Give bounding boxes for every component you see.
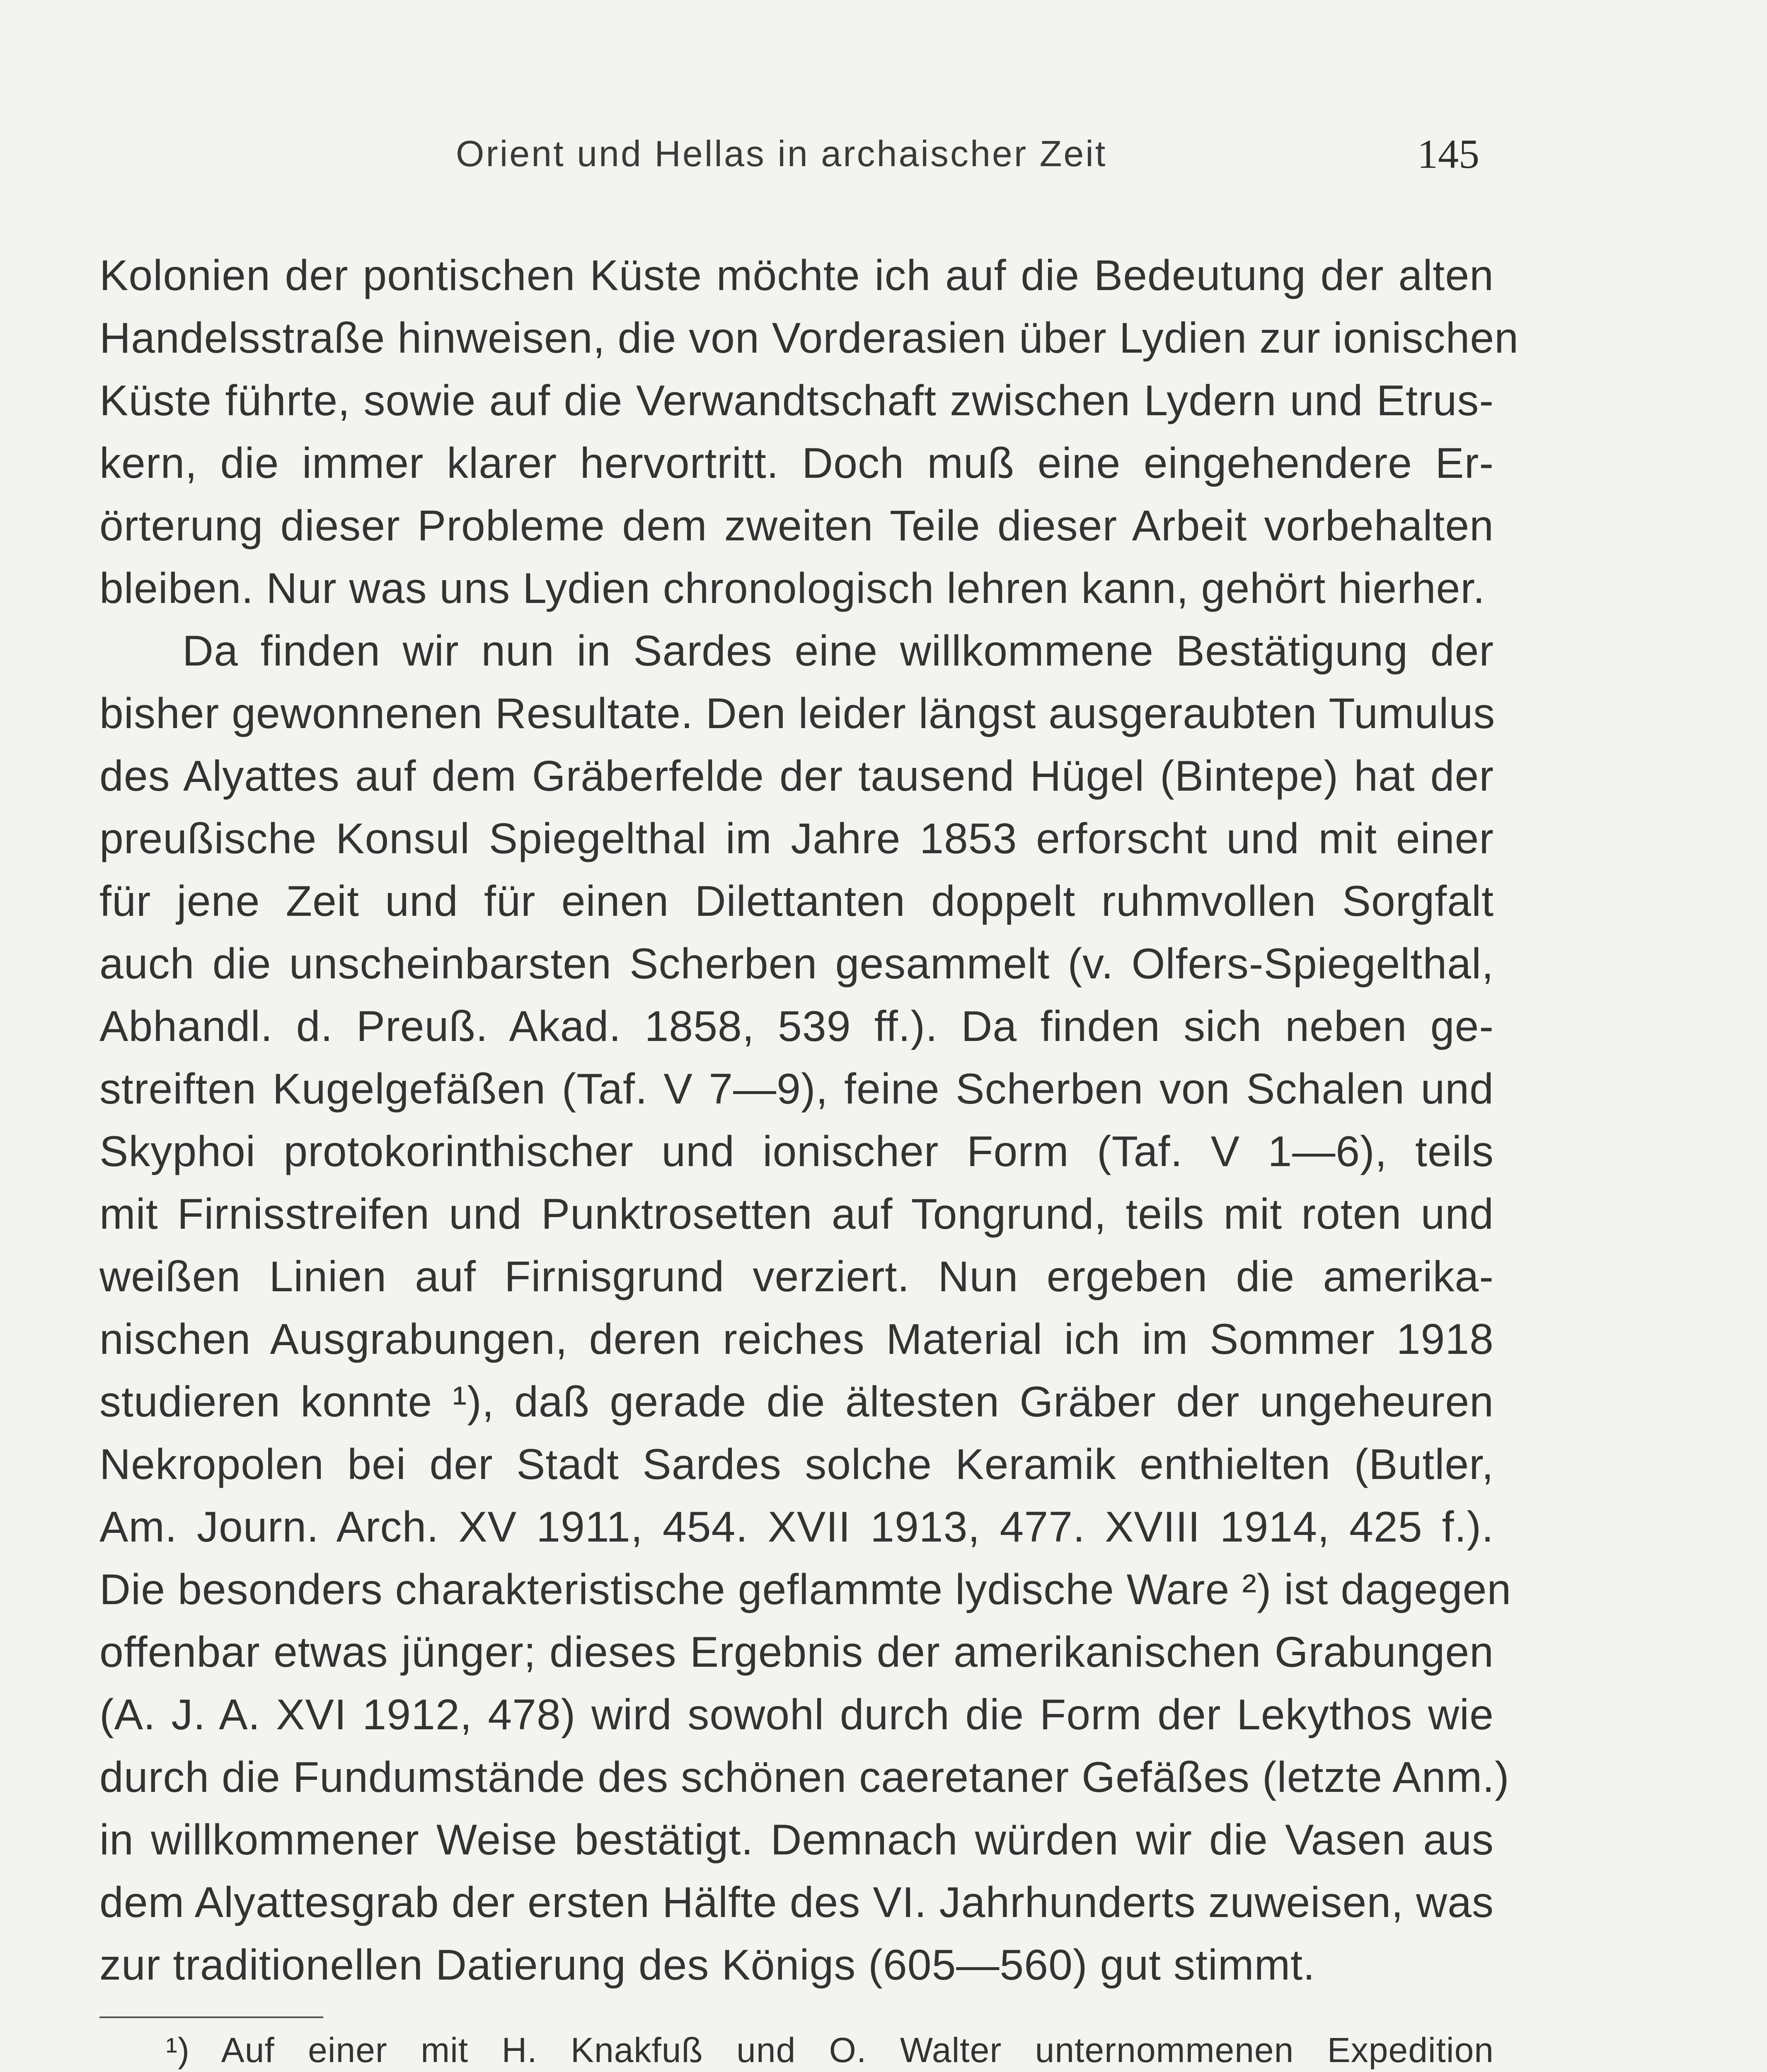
footnote-line: ¹) Auf einer mit H. Knakfuß und O. Walter unternommenen Expedition — [166, 2031, 1494, 2070]
text-line: Am. Journ. Arch. XV 1911, 454. XVII 1913, 477. XVIII 1914, 425 f.). — [99, 1503, 1494, 1551]
text-line: Da finden wir nun in Sardes eine willkommene Bestätigung der — [182, 627, 1494, 675]
text-line: Abhandl. d. Preuß. Akad. 1858, 539 ff.). Da finden sich neben ge- — [99, 1002, 1494, 1051]
text-line: örterung dieser Probleme dem zweiten Teile dieser Arbeit vorbehalten — [99, 502, 1494, 550]
text-line: für jene Zeit und für einen Dilettanten doppelt ruhmvollen Sorgfalt — [99, 877, 1494, 925]
text-line: (A. J. A. XVI 1912, 478) wird sowohl durch die Form der Lekythos wie — [99, 1691, 1494, 1739]
text-line: des Alyattes auf dem Gräberfelde der tausend Hügel (Bintepe) hat der — [99, 752, 1494, 800]
text-line: dem Alyattesgrab der ersten Hälfte des VI. Jahrhunderts zuweisen, was — [99, 1878, 1494, 1927]
text-line: Küste führte, sowie auf die Verwandtschaft zwischen Lydern und Etrus- — [99, 377, 1494, 425]
text-line: streiften Kugelgefäßen (Taf. V 7—9), feine Scherben von Schalen und — [99, 1065, 1494, 1113]
running-head: Orient und Hellas in archaischer Zeit — [456, 133, 1107, 174]
text-line: kern, die immer klarer hervortritt. Doch muß eine eingehendere Er- — [99, 439, 1494, 487]
text-line: Nekropolen bei der Stadt Sardes solche Keramik enthielten (Butler, — [99, 1440, 1494, 1489]
text-line: Kolonien der pontischen Küste möchte ich auf die Bedeutung der alten — [99, 252, 1494, 300]
text-line: Die besonders charakteristische geflammte lydische Ware ²) ist dagegen — [99, 1566, 1512, 1614]
page-header — [0, 133, 1767, 191]
text-line: bleiben. Nur was uns Lydien chronologisch lehren kann, gehört hierher. — [99, 564, 1486, 612]
text-line: bisher gewonnenen Resultate. Den leider längst ausgeraubten Tumulus — [99, 690, 1496, 738]
text-line: durch die Fundumstände des schönen caeretaner Gefäßes (letzte Anm.) — [99, 1753, 1510, 1801]
text-line: mit Firnisstreifen und Punktrosetten auf Tongrund, teils mit roten und — [99, 1190, 1494, 1238]
main-text — [99, 244, 1519, 1997]
text-line: studieren konnte ¹), daß gerade die ältesten Gräber der ungeheuren — [99, 1378, 1494, 1426]
text-line: auch die unscheinbarsten Scherben gesammelt (v. Olfers-Spiegelthal, — [99, 940, 1494, 988]
text-line: weißen Linien auf Firnisgrund verziert. Nun ergeben die amerika- — [99, 1253, 1494, 1301]
text-line: Skyphoi protokorinthischer und ionischer Form (Taf. V 1—6), teils — [99, 1128, 1494, 1176]
text-line: zur traditionellen Datierung des Königs (605—560) gut stimmt. — [99, 1941, 1315, 1989]
footnote-rule — [99, 2016, 323, 2018]
text-line: preußische Konsul Spiegelthal im Jahre 1853 erforscht und mit einer — [99, 815, 1494, 863]
footnotes — [99, 2026, 1494, 2072]
text-line: offenbar etwas jünger; dieses Ergebnis der amerikanischen Grabungen — [99, 1628, 1494, 1676]
text-line: in willkommener Weise bestätigt. Demnach würden wir die Vasen aus — [99, 1816, 1494, 1864]
text-line: Handelsstraße hinweisen, die von Vorderasien über Lydien zur ionischen — [99, 314, 1519, 362]
page-number: 145 — [1417, 131, 1479, 177]
text-line: nischen Ausgrabungen, deren reiches Material ich im Sommer 1918 — [99, 1315, 1494, 1363]
